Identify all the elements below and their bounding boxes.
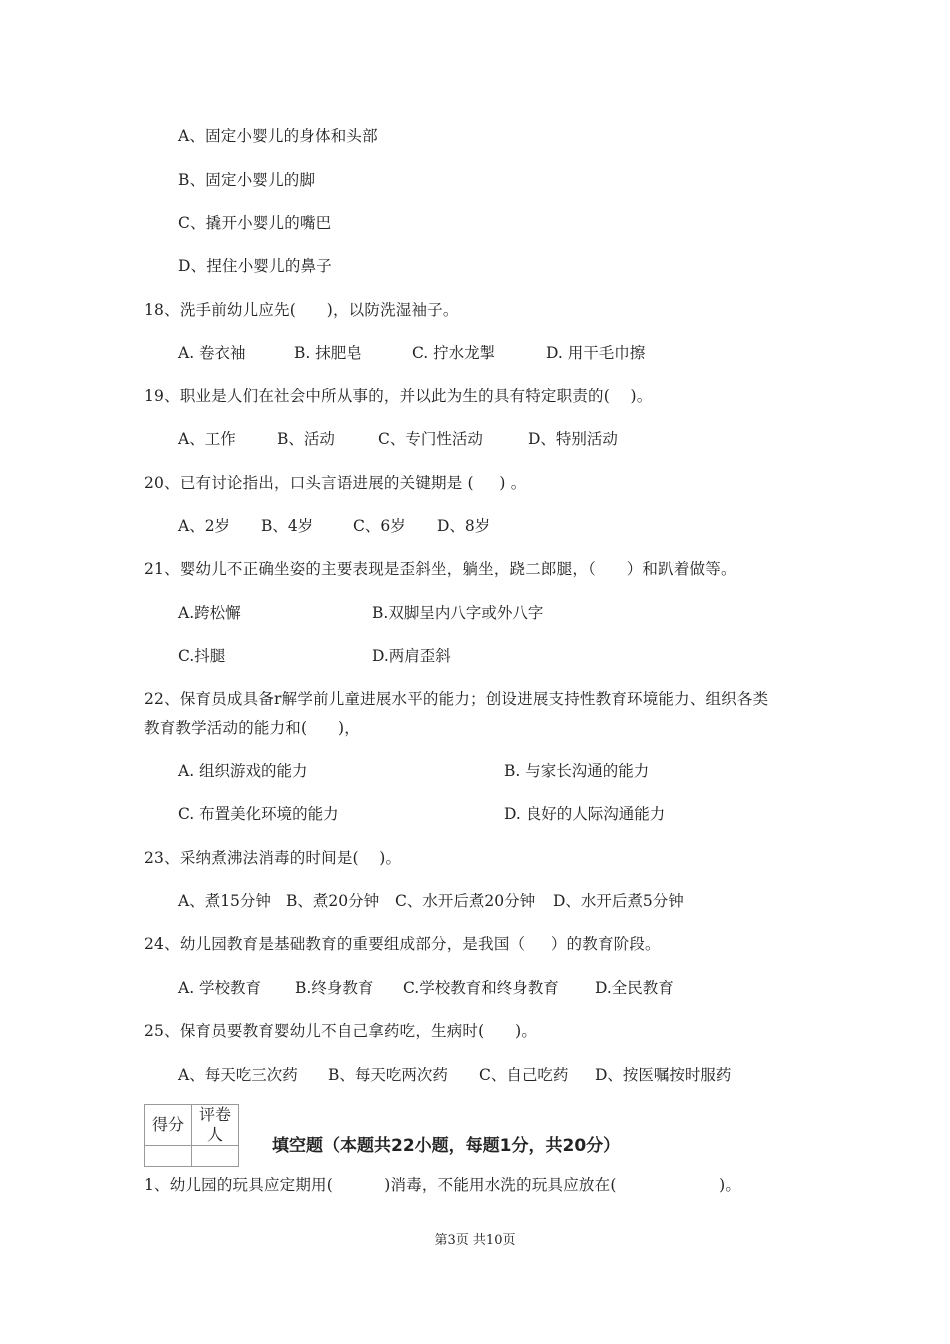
q18-option-c: C. 拧水龙掣: [412, 344, 496, 362]
q21-option-a: A.跨松懈: [178, 604, 241, 622]
q24-stem: 24、幼儿园教育是基础教育的重要组成部分，是我国（ ）的教育阶段。: [144, 935, 661, 953]
q23-option-d: D、水开后煮5分钟: [553, 892, 684, 910]
q25-option-b: B、每天吃两次药: [328, 1066, 448, 1084]
q22-option-a: A. 组织游戏的能力: [178, 762, 308, 780]
q17-option-c: C、撬开小婴儿的嘴巴: [178, 214, 332, 232]
score-table: [144, 1104, 239, 1167]
q19-stem: 19、职业是人们在社会中所从事的，并以此为生的具有特定职责的( )。: [144, 387, 653, 405]
q18-option-a: A. 卷衣袖: [178, 344, 246, 362]
q20-option-d: D、8岁: [437, 517, 491, 535]
q22-option-c: C. 布置美化环境的能力: [178, 805, 339, 823]
q23-option-a: A、煮15分钟: [178, 892, 271, 910]
grader-label: 评卷人: [192, 1105, 239, 1146]
q18-stem: 18、洗手前幼儿应先( )，以防洗湿袖子。: [144, 301, 459, 319]
q18-option-d: D. 用干毛巾擦: [546, 344, 646, 362]
q23-option-c: C、水开后煮20分钟: [395, 892, 536, 910]
q19-option-d: D、特别活动: [528, 430, 618, 448]
score-label: 得分: [145, 1105, 192, 1146]
q20-stem: 20、已有讨论指出，口头言语进展的关键期是 ( ) 。: [144, 474, 527, 492]
q17-option-a: A、固定小婴儿的身体和头部: [178, 127, 378, 145]
q22-option-d: D. 良好的人际沟通能力: [504, 805, 666, 823]
q17-option-d: D、捏住小婴儿的鼻子: [178, 257, 332, 275]
q23-option-b: B、煮20分钟: [286, 892, 380, 910]
q22-stem-line1: 22、保育员成具备r解学前儿童进展水平的能力；创设进展支持性教育环境能力、组织各类: [144, 690, 769, 708]
q20-option-a: A、2岁: [178, 517, 231, 535]
q24-option-d: D.全民教育: [595, 979, 674, 997]
q22-stem-line2: 教育教学活动的能力和( )，: [144, 719, 360, 737]
q25-option-a: A、每天吃三次药: [178, 1066, 298, 1084]
score-cell: [145, 1146, 192, 1167]
grader-cell: [192, 1146, 239, 1167]
q21-option-b: B.双脚呈内八字或外八字: [372, 604, 544, 622]
q20-option-c: C、6岁: [353, 517, 406, 535]
q23-stem: 23、采纳煮沸法消毒的时间是( )。: [144, 849, 402, 867]
q17-option-b: B、固定小婴儿的脚: [178, 171, 316, 189]
q24-option-a: A. 学校教育: [178, 979, 262, 997]
section-title: 填空题（本题共22小题，每题1分，共20分）: [272, 1136, 621, 1156]
q21-option-c: C.抖腿: [178, 647, 226, 665]
q24-option-b: B.终身教育: [295, 979, 374, 997]
q20-option-b: B、4岁: [261, 517, 314, 535]
q21-option-d: D.两肩歪斜: [372, 647, 451, 665]
q25-option-c: C、自己吃药: [479, 1066, 569, 1084]
page-footer: 第3页 共10页: [434, 1233, 516, 1248]
q19-option-c: C、专门性活动: [378, 430, 483, 448]
q19-option-a: A、工作: [178, 430, 236, 448]
q22-option-b: B. 与家长沟通的能力: [504, 762, 650, 780]
q21-stem: 21、婴幼儿不正确坐姿的主要表现是歪斜坐，躺坐，跷二郎腿，（ ）和趴着做等。: [144, 560, 737, 578]
q25-stem: 25、保育员要教育婴幼儿不自己拿药吃，生病时( )。: [144, 1022, 538, 1040]
q25-option-d: D、按医嘱按时服药: [595, 1066, 732, 1084]
fill-question-1: 1、幼儿园的玩具应定期用( )消毒，不能用水洗的玩具应放在( )。: [144, 1176, 742, 1194]
q19-option-b: B、活动: [277, 430, 335, 448]
q24-option-c: C.学校教育和终身教育: [403, 979, 559, 997]
q18-option-b: B. 抹肥皂: [294, 344, 362, 362]
